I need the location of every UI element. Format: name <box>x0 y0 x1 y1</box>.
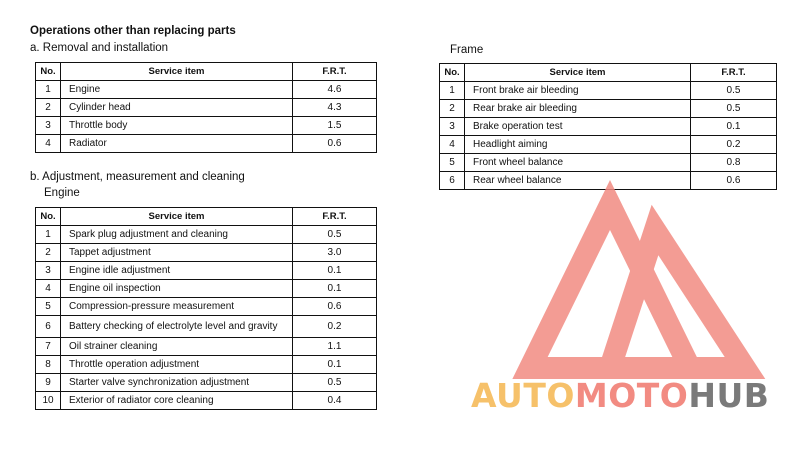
section-a-title: a. Removal and installation <box>30 42 169 54</box>
row-number: 5 <box>36 298 61 316</box>
brand-part-hub: HUB <box>688 376 770 415</box>
col-item-header: Service item <box>61 63 293 81</box>
row-number: 3 <box>36 117 61 135</box>
row-service-item: Compression-pressure measurement <box>61 298 293 316</box>
table-row <box>36 226 377 244</box>
row-number: 4 <box>36 135 61 153</box>
col-item-header: Service item <box>465 64 691 82</box>
table-row <box>36 392 377 410</box>
logo-triangle-right <box>610 230 745 368</box>
row-service-item: Throttle body <box>61 117 293 135</box>
table-row <box>36 280 377 298</box>
row-service-item: Cylinder head <box>61 99 293 117</box>
row-service-item: Engine oil inspection <box>61 280 293 298</box>
table-row <box>36 244 377 262</box>
row-number: 10 <box>36 392 61 410</box>
engine-table <box>35 207 377 410</box>
section-b-title: b. Adjustment, measurement and cleaning <box>30 171 245 183</box>
col-item-header: Service item <box>61 208 293 226</box>
page-heading: Operations other than replacing parts <box>30 25 236 37</box>
row-number: 2 <box>440 100 465 118</box>
row-number: 2 <box>36 99 61 117</box>
brand-part-moto: MOTO <box>574 376 689 415</box>
table-header-row <box>440 64 777 82</box>
row-number: 6 <box>36 316 61 338</box>
row-frt-value: 0.2 <box>293 316 377 338</box>
row-frt-value: 0.5 <box>691 100 777 118</box>
table-row <box>36 99 377 117</box>
row-service-item: Front brake air bleeding <box>465 82 691 100</box>
row-service-item: Throttle operation adjustment <box>61 356 293 374</box>
table-row <box>36 262 377 280</box>
brand-part-auto: AUTO <box>471 376 575 415</box>
row-number: 4 <box>440 136 465 154</box>
row-service-item: Battery checking of electrolyte level and gravity <box>61 316 293 338</box>
col-frt-header: F.R.T. <box>691 64 777 82</box>
row-service-item: Rear brake air bleeding <box>465 100 691 118</box>
watermark-brand <box>471 373 791 419</box>
row-service-item: Radiator <box>61 135 293 153</box>
row-number: 3 <box>36 262 61 280</box>
row-frt-value: 1.1 <box>293 338 377 356</box>
row-service-item: Oil strainer cleaning <box>61 338 293 356</box>
engine-subtitle: Engine <box>44 187 80 199</box>
table-row <box>440 100 777 118</box>
col-frt-header: F.R.T. <box>293 208 377 226</box>
row-frt-value: 0.2 <box>691 136 777 154</box>
col-no-header: No. <box>36 63 61 81</box>
table-row <box>440 172 777 190</box>
table-header-row <box>36 63 377 81</box>
row-service-item: Brake operation test <box>465 118 691 136</box>
row-service-item: Starter valve synchronization adjustment <box>61 374 293 392</box>
table-row <box>440 118 777 136</box>
row-service-item: Tappet adjustment <box>61 244 293 262</box>
row-number: 1 <box>440 82 465 100</box>
row-number: 4 <box>36 280 61 298</box>
row-service-item: Engine idle adjustment <box>61 262 293 280</box>
row-service-item: Exterior of radiator core cleaning <box>61 392 293 410</box>
row-frt-value: 4.6 <box>293 81 377 99</box>
logo-triangle-left <box>530 205 690 368</box>
row-frt-value: 0.5 <box>691 82 777 100</box>
table-row <box>440 82 777 100</box>
row-number: 3 <box>440 118 465 136</box>
row-frt-value: 3.0 <box>293 244 377 262</box>
table-row <box>440 136 777 154</box>
row-number: 5 <box>440 154 465 172</box>
table-row <box>36 117 377 135</box>
row-frt-value: 0.1 <box>293 280 377 298</box>
row-service-item: Engine <box>61 81 293 99</box>
row-number: 6 <box>440 172 465 190</box>
frame-table <box>439 63 777 190</box>
row-service-item: Spark plug adjustment and cleaning <box>61 226 293 244</box>
row-frt-value: 0.6 <box>293 135 377 153</box>
table-row <box>36 338 377 356</box>
table-row <box>440 154 777 172</box>
row-number: 1 <box>36 81 61 99</box>
row-frt-value: 0.4 <box>293 392 377 410</box>
table-row <box>36 356 377 374</box>
row-number: 9 <box>36 374 61 392</box>
row-service-item: Rear wheel balance <box>465 172 691 190</box>
row-frt-value: 0.5 <box>293 374 377 392</box>
row-number: 1 <box>36 226 61 244</box>
row-frt-value: 0.1 <box>293 262 377 280</box>
col-no-header: No. <box>36 208 61 226</box>
table-row <box>36 374 377 392</box>
row-service-item: Front wheel balance <box>465 154 691 172</box>
row-frt-value: 0.1 <box>691 118 777 136</box>
row-service-item: Headlight aiming <box>465 136 691 154</box>
frame-subtitle: Frame <box>450 44 484 56</box>
table-row <box>36 298 377 316</box>
row-frt-value: 4.3 <box>293 99 377 117</box>
row-frt-value: 0.1 <box>293 356 377 374</box>
row-frt-value: 0.6 <box>293 298 377 316</box>
table-row <box>36 81 377 99</box>
table-row <box>36 316 377 338</box>
row-frt-value: 0.8 <box>691 154 777 172</box>
row-number: 7 <box>36 338 61 356</box>
row-frt-value: 1.5 <box>293 117 377 135</box>
row-frt-value: 0.6 <box>691 172 777 190</box>
table-header-row <box>36 208 377 226</box>
col-no-header: No. <box>440 64 465 82</box>
row-number: 2 <box>36 244 61 262</box>
row-frt-value: 0.5 <box>293 226 377 244</box>
row-number: 8 <box>36 356 61 374</box>
removal-table <box>35 62 377 153</box>
col-frt-header: F.R.T. <box>293 63 377 81</box>
table-row <box>36 135 377 153</box>
